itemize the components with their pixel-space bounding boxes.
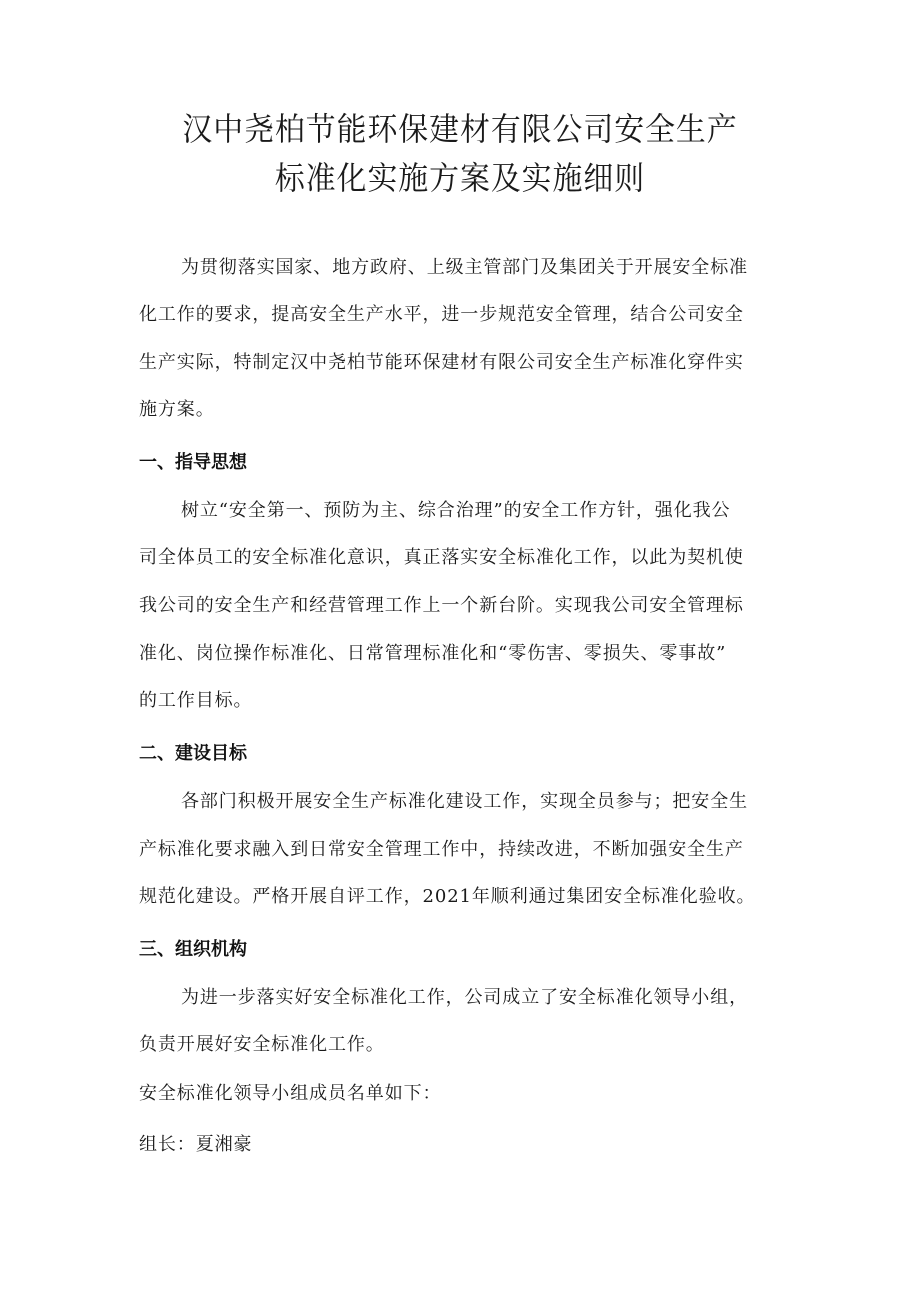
intro-line: 生产实际，特制定汉中尧柏节能环保建材有限公司安全生产标准化穿件实 bbox=[139, 352, 744, 373]
paragraph-line: 为进一步落实好安全标准化工作，公司成立了安全标准化领导小组， bbox=[181, 987, 748, 1008]
paragraph-line: 我公司的安全生产和经营管理工作上一个新台阶。实现我公司安全管理标 bbox=[139, 595, 744, 616]
intro-line: 化工作的要求，提高安全生产水平，进一步规范安全管理，结合公司安全 bbox=[139, 304, 744, 325]
paragraph-line: 司全体员工的安全标准化意识，真正落实安全标准化工作，以此为契机使 bbox=[139, 547, 744, 568]
document-title-line-2: 标准化实施方案及实施细则 bbox=[274, 159, 646, 197]
intro-line: 为贯彻落实国家、地方政府、上级主管部门及集团关于开展安全标准 bbox=[181, 257, 748, 278]
paragraph-line: 产标准化要求融入到日常安全管理工作中，持续改进，不断加强安全生产 bbox=[139, 839, 744, 860]
paragraph-line: 的工作目标。 bbox=[139, 690, 253, 711]
section-heading: 一、指导思想 bbox=[139, 452, 247, 473]
paragraph-line: 负责开展好安全标准化工作。 bbox=[139, 1034, 385, 1055]
paragraph-line: 树立“安全第一、预防为主、综合治理”的安全工作方针，强化我公 bbox=[181, 500, 731, 521]
section-heading: 二、建设目标 bbox=[139, 743, 247, 764]
paragraph-line: 准化、岗位操作标准化、日常管理标准化和“零伤害、零损失、零事故” bbox=[139, 643, 727, 664]
paragraph-line: 各部门积极开展安全生产标准化建设工作，实现全员参与；把安全生 bbox=[181, 791, 748, 812]
paragraph-line: 组长：夏湘豪 bbox=[139, 1134, 253, 1155]
paragraph-line: 安全标准化领导小组成员名单如下： bbox=[139, 1083, 442, 1104]
paragraph-line: 规范化建设。严格开展自评工作，2021年顺利通过集团安全标准化验收。 bbox=[139, 886, 756, 907]
section-heading: 三、组织机构 bbox=[139, 939, 247, 960]
intro-line: 施方案。 bbox=[139, 399, 215, 420]
document-title-line-1: 汉中尧柏节能环保建材有限公司安全生产 bbox=[182, 110, 738, 148]
